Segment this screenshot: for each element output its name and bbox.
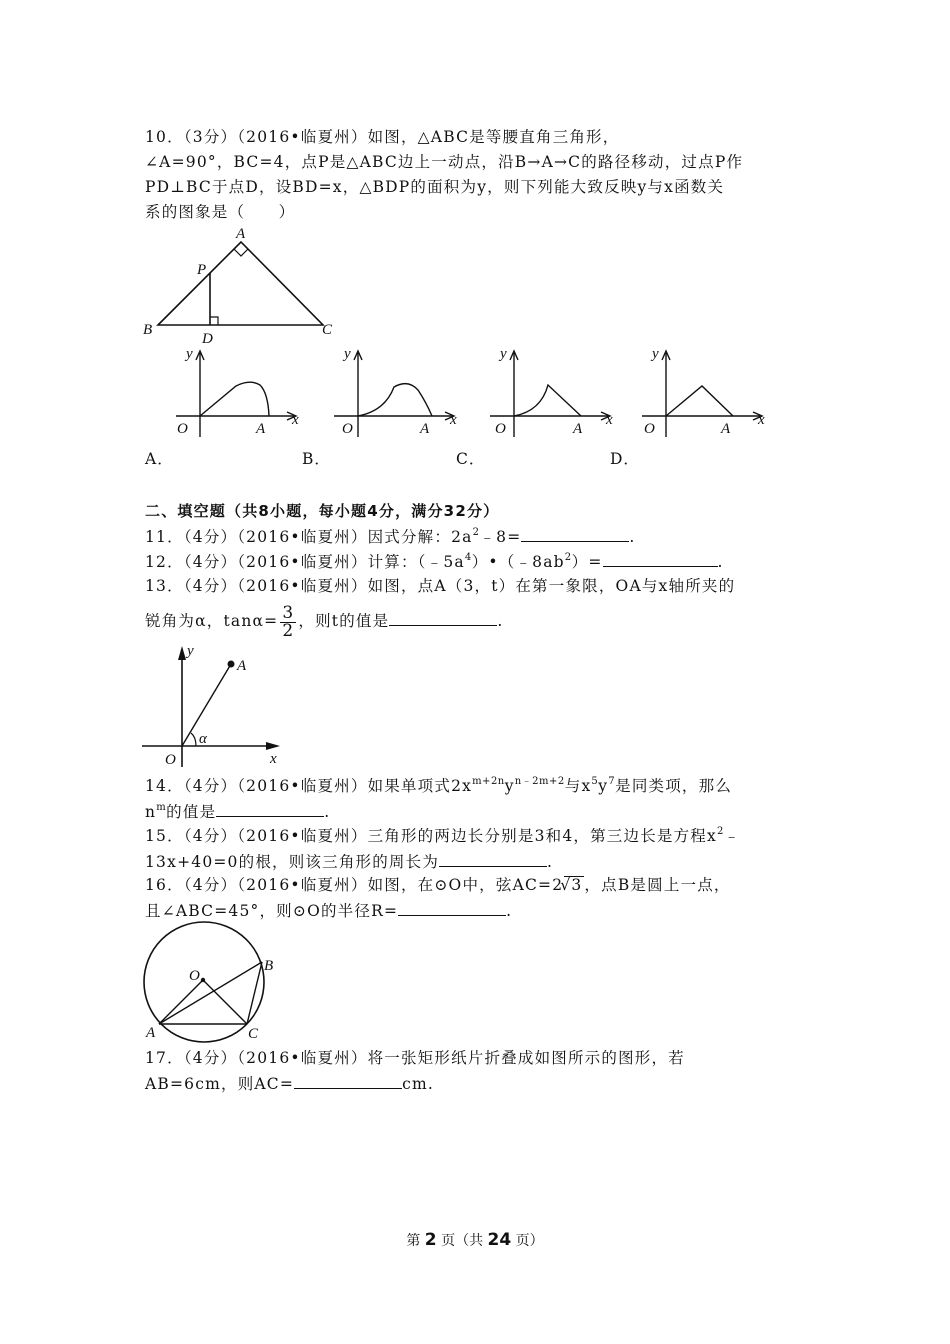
q14-answer-blank[interactable]	[216, 801, 324, 817]
q10-line-3: PD⊥BC于点D，设BD=x，△BDP的面积为y，则下列能大致反映y与x函数关	[145, 178, 725, 196]
total-pages: 24	[487, 1230, 512, 1250]
triangle-figure	[140, 222, 340, 352]
triangle-abc	[158, 242, 323, 325]
graph-option-b	[330, 345, 470, 440]
q16-line-1: 16．（4分）（2016•临夏州）如图，在⊙O中，弦AC=2√3 ，点B是圆上一点，	[145, 876, 731, 894]
q17-line-2: AB=6cm，则AC= cm.	[145, 1075, 434, 1093]
graph-c-x-label: x	[606, 412, 613, 428]
graph-b-a-label: A	[420, 421, 430, 437]
graph-d-a-label: A	[721, 421, 731, 437]
q12-line: 12．（4分）（2016•临夏州）计算：$(﹣5a^4)•(﹣8ab^2)=$ .	[145, 552, 724, 571]
sqrt-3: √3	[560, 876, 583, 894]
curve-a	[200, 382, 269, 416]
option-b-label: B．	[302, 450, 331, 468]
q16-label-a: A	[146, 1025, 156, 1041]
q10-line-2: ∠A=90°，BC=4，点P是△ABC边上一动点，沿B→A→C的路径移动，过点P作	[145, 153, 744, 171]
graph-a-a-label: A	[256, 421, 266, 437]
current-page: 2	[424, 1230, 437, 1250]
label-d: D	[202, 331, 213, 347]
q17-answer-blank[interactable]	[294, 1073, 402, 1089]
graph-b-y-label: y	[344, 346, 351, 362]
curve-b	[358, 384, 432, 416]
q13-label-x: x	[270, 751, 277, 767]
circle-figure	[140, 920, 285, 1045]
graph-c-origin-label: O	[495, 421, 506, 437]
curve-d	[666, 386, 733, 416]
q16-line-2: 且∠ABC=45°，则⊙O的半径R= .	[145, 902, 513, 920]
q13-label-o: O	[165, 752, 176, 768]
graph-a-origin-label: O	[177, 421, 188, 437]
q13-label-a: A	[237, 658, 247, 674]
option-a-label: A．	[145, 450, 174, 468]
q12-answer-blank[interactable]	[603, 551, 718, 567]
q16-label-c: C	[248, 1026, 259, 1042]
q10-line-4: 系的图象是（ ）	[145, 203, 296, 221]
q10-line-1: 10．（3分）（2016•临夏州）如图，△ABC是等腰直角三角形，	[145, 128, 620, 146]
label-c: C	[322, 322, 333, 338]
q16-label-o: O	[189, 968, 200, 984]
graph-a-y-label: y	[186, 346, 193, 362]
q11-answer-blank[interactable]	[521, 526, 629, 542]
page-footer: 第 2 页（共 24 页）	[406, 1230, 544, 1250]
option-c-label: C．	[456, 450, 486, 468]
graph-option-c	[486, 345, 626, 440]
q13-label-y: y	[187, 643, 194, 659]
option-d-label: D．	[610, 450, 640, 468]
label-p: P	[197, 262, 207, 278]
section-heading: 二、填空题（共8小题，每小题4分，满分32分）	[145, 502, 500, 520]
q17-line-1: 17．（4分）（2016•临夏州）将一张矩形纸片折叠成如图所示的图形，若	[145, 1049, 685, 1067]
coordinate-figure	[140, 642, 290, 772]
q14-line-2: $n^m$的值是 .	[145, 802, 331, 821]
q16-label-b: B	[264, 958, 274, 974]
graph-a-x-label: x	[292, 412, 299, 428]
right-angle-mark-d	[210, 317, 218, 325]
label-a: A	[236, 226, 246, 242]
graph-option-a	[172, 345, 312, 440]
tan-fraction: $\frac{3}{2}$	[282, 602, 295, 641]
graph-option-d	[638, 345, 778, 440]
q11-line: 11．（4分）（2016•临夏州）因式分解：$2a^2﹣8=$ .	[145, 527, 636, 546]
q15-line-1: 15．（4分）（2016•临夏州）三角形的两边长分别是3和4，第三边长是方程$x^2﹣$	[145, 826, 741, 845]
label-b: B	[143, 322, 153, 338]
q16-answer-blank[interactable]	[398, 900, 506, 916]
curve-c	[514, 385, 581, 416]
q13-line-2: 锐角为α，tanα= $\frac{3}{2}$ ，则t的值是 .	[145, 602, 504, 641]
q13-label-alpha: α	[199, 731, 207, 747]
graph-d-origin-label: O	[644, 421, 655, 437]
graph-b-x-label: x	[450, 412, 457, 428]
graph-b-origin-label: O	[342, 421, 353, 437]
graph-c-y-label: y	[500, 346, 507, 362]
q13-answer-blank[interactable]	[389, 610, 497, 626]
graph-c-a-label: A	[573, 421, 583, 437]
graph-d-x-label: x	[758, 412, 765, 428]
q15-answer-blank[interactable]	[439, 851, 547, 867]
q13-line-1: 13．（4分）（2016•临夏州）如图，点A（3，t）在第一象限，OA与x轴所夹的	[145, 577, 736, 595]
right-angle-mark-a	[234, 249, 248, 256]
center-point	[201, 978, 205, 982]
q14-line-1: 14．（4分）（2016•临夏州）如果单项式$2x^{m+2n}y^{n﹣2m+2}$与$x^5y^7$是同类项，那么	[145, 776, 733, 795]
graph-d-y-label: y	[652, 346, 659, 362]
angle-arc	[191, 733, 196, 746]
point-a	[228, 661, 235, 668]
q15-line-2: 13x+40=0的根，则该三角形的周长为 .	[145, 853, 554, 871]
